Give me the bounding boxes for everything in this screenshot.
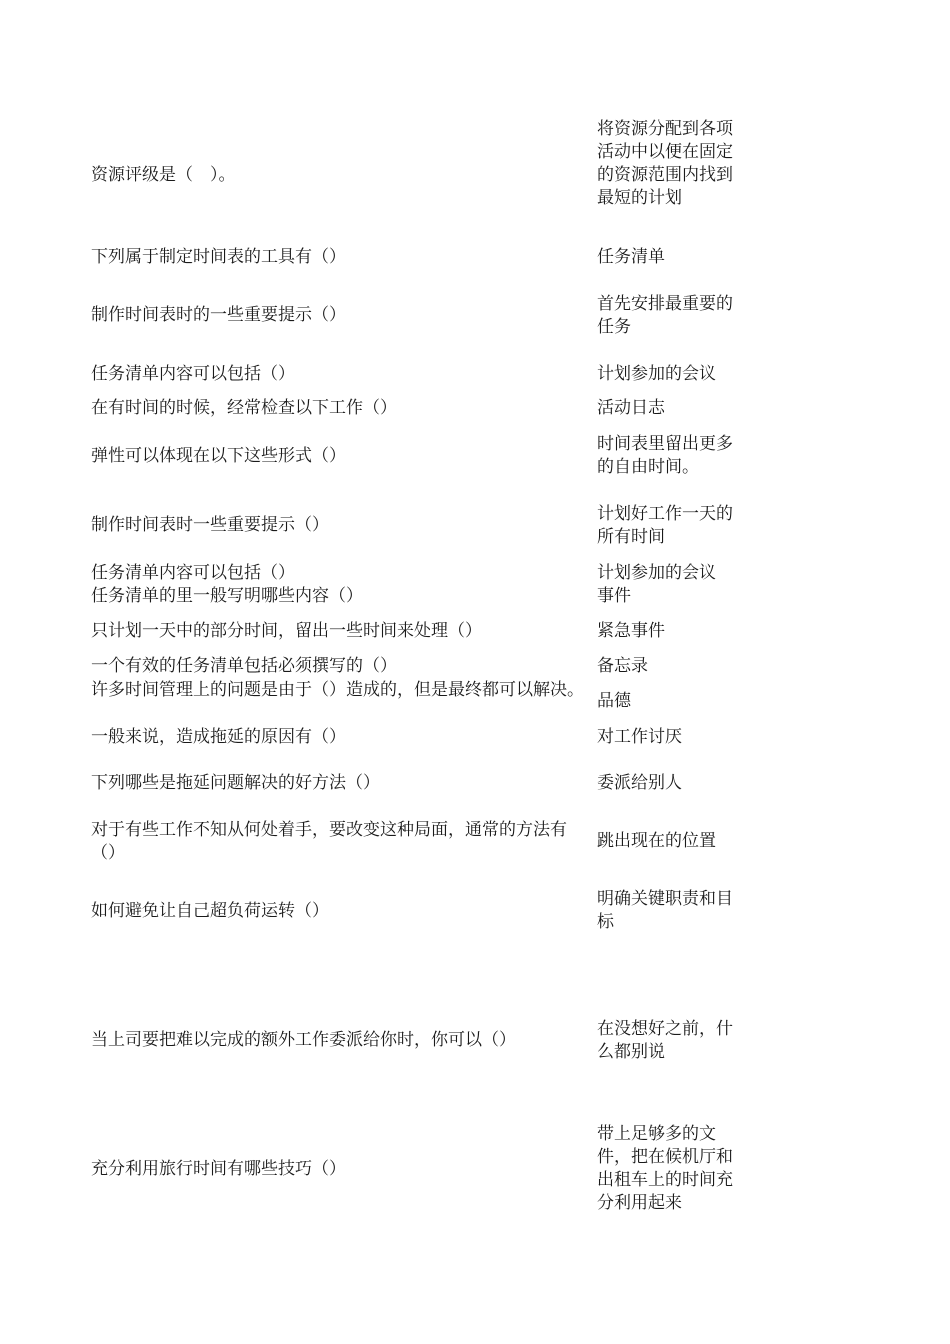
answer-text: 明确关键职责和目标 <box>597 889 733 932</box>
question-text: 弹性可以体现在以下这些形式（） <box>91 446 346 466</box>
answer-text: 跳出现在的位置 <box>597 831 716 851</box>
answer-text: 紧急事件 <box>597 621 665 641</box>
answer-text: 在没想好之前，什么都别说 <box>597 1019 733 1062</box>
question-text: 任务清单的里一般写明哪些内容（） <box>91 586 363 606</box>
question-text: 任务清单内容可以包括（） <box>91 563 295 583</box>
question-text: 在有时间的时候，经常检查以下工作（） <box>91 398 397 418</box>
answer-text: 时间表里留出更多的自由时间。 <box>597 434 733 477</box>
answer-text: 任务清单 <box>597 247 665 267</box>
question-text: 对于有些工作不知从何处着手，要改变这种局面，通常的方法有（） <box>91 820 567 863</box>
question-text: 一般来说，造成拖延的原因有（） <box>91 727 346 747</box>
question-text: 许多时间管理上的问题是由于（）造成的，但是最终都可以解决。 <box>91 680 584 700</box>
answer-text: 对工作讨厌 <box>597 727 682 747</box>
question-text: 资源评级是（ ）。 <box>91 165 236 185</box>
question-text: 下列哪些是拖延问题解决的好方法（） <box>91 773 380 793</box>
answer-text: 将资源分配到各项活动中以便在固定的资源范围内找到最短的计划 <box>597 119 733 208</box>
question-text: 充分利用旅行时间有哪些技巧（） <box>91 1159 346 1179</box>
answer-text: 事件 <box>597 586 631 606</box>
question-text: 任务清单内容可以包括（） <box>91 364 295 384</box>
question-text: 如何避免让自己超负荷运转（） <box>91 901 329 921</box>
answer-text: 计划参加的会议 <box>597 563 716 583</box>
answer-text: 计划参加的会议 <box>597 364 716 384</box>
answer-text: 委派给别人 <box>597 773 682 793</box>
answer-text: 首先安排最重要的任务 <box>597 294 733 337</box>
question-text: 一个有效的任务清单包括必须撰写的（） <box>91 656 397 676</box>
question-text: 制作时间表时一些重要提示（） <box>91 515 329 535</box>
question-text: 只计划一天中的部分时间，留出一些时间来处理（） <box>91 621 482 641</box>
answer-text: 备忘录 <box>597 656 648 676</box>
answer-text: 计划好工作一天的所有时间 <box>597 504 733 547</box>
answer-text: 品德 <box>597 691 631 711</box>
answer-text: 活动日志 <box>597 398 665 418</box>
question-text: 下列属于制定时间表的工具有（） <box>91 247 346 267</box>
answer-text: 带上足够多的文件，把在候机厅和出租车上的时间充分利用起来 <box>597 1124 733 1213</box>
question-text: 制作时间表时的一些重要提示（） <box>91 305 346 325</box>
question-text: 当上司要把难以完成的额外工作委派给你时，你可以（） <box>91 1030 516 1050</box>
